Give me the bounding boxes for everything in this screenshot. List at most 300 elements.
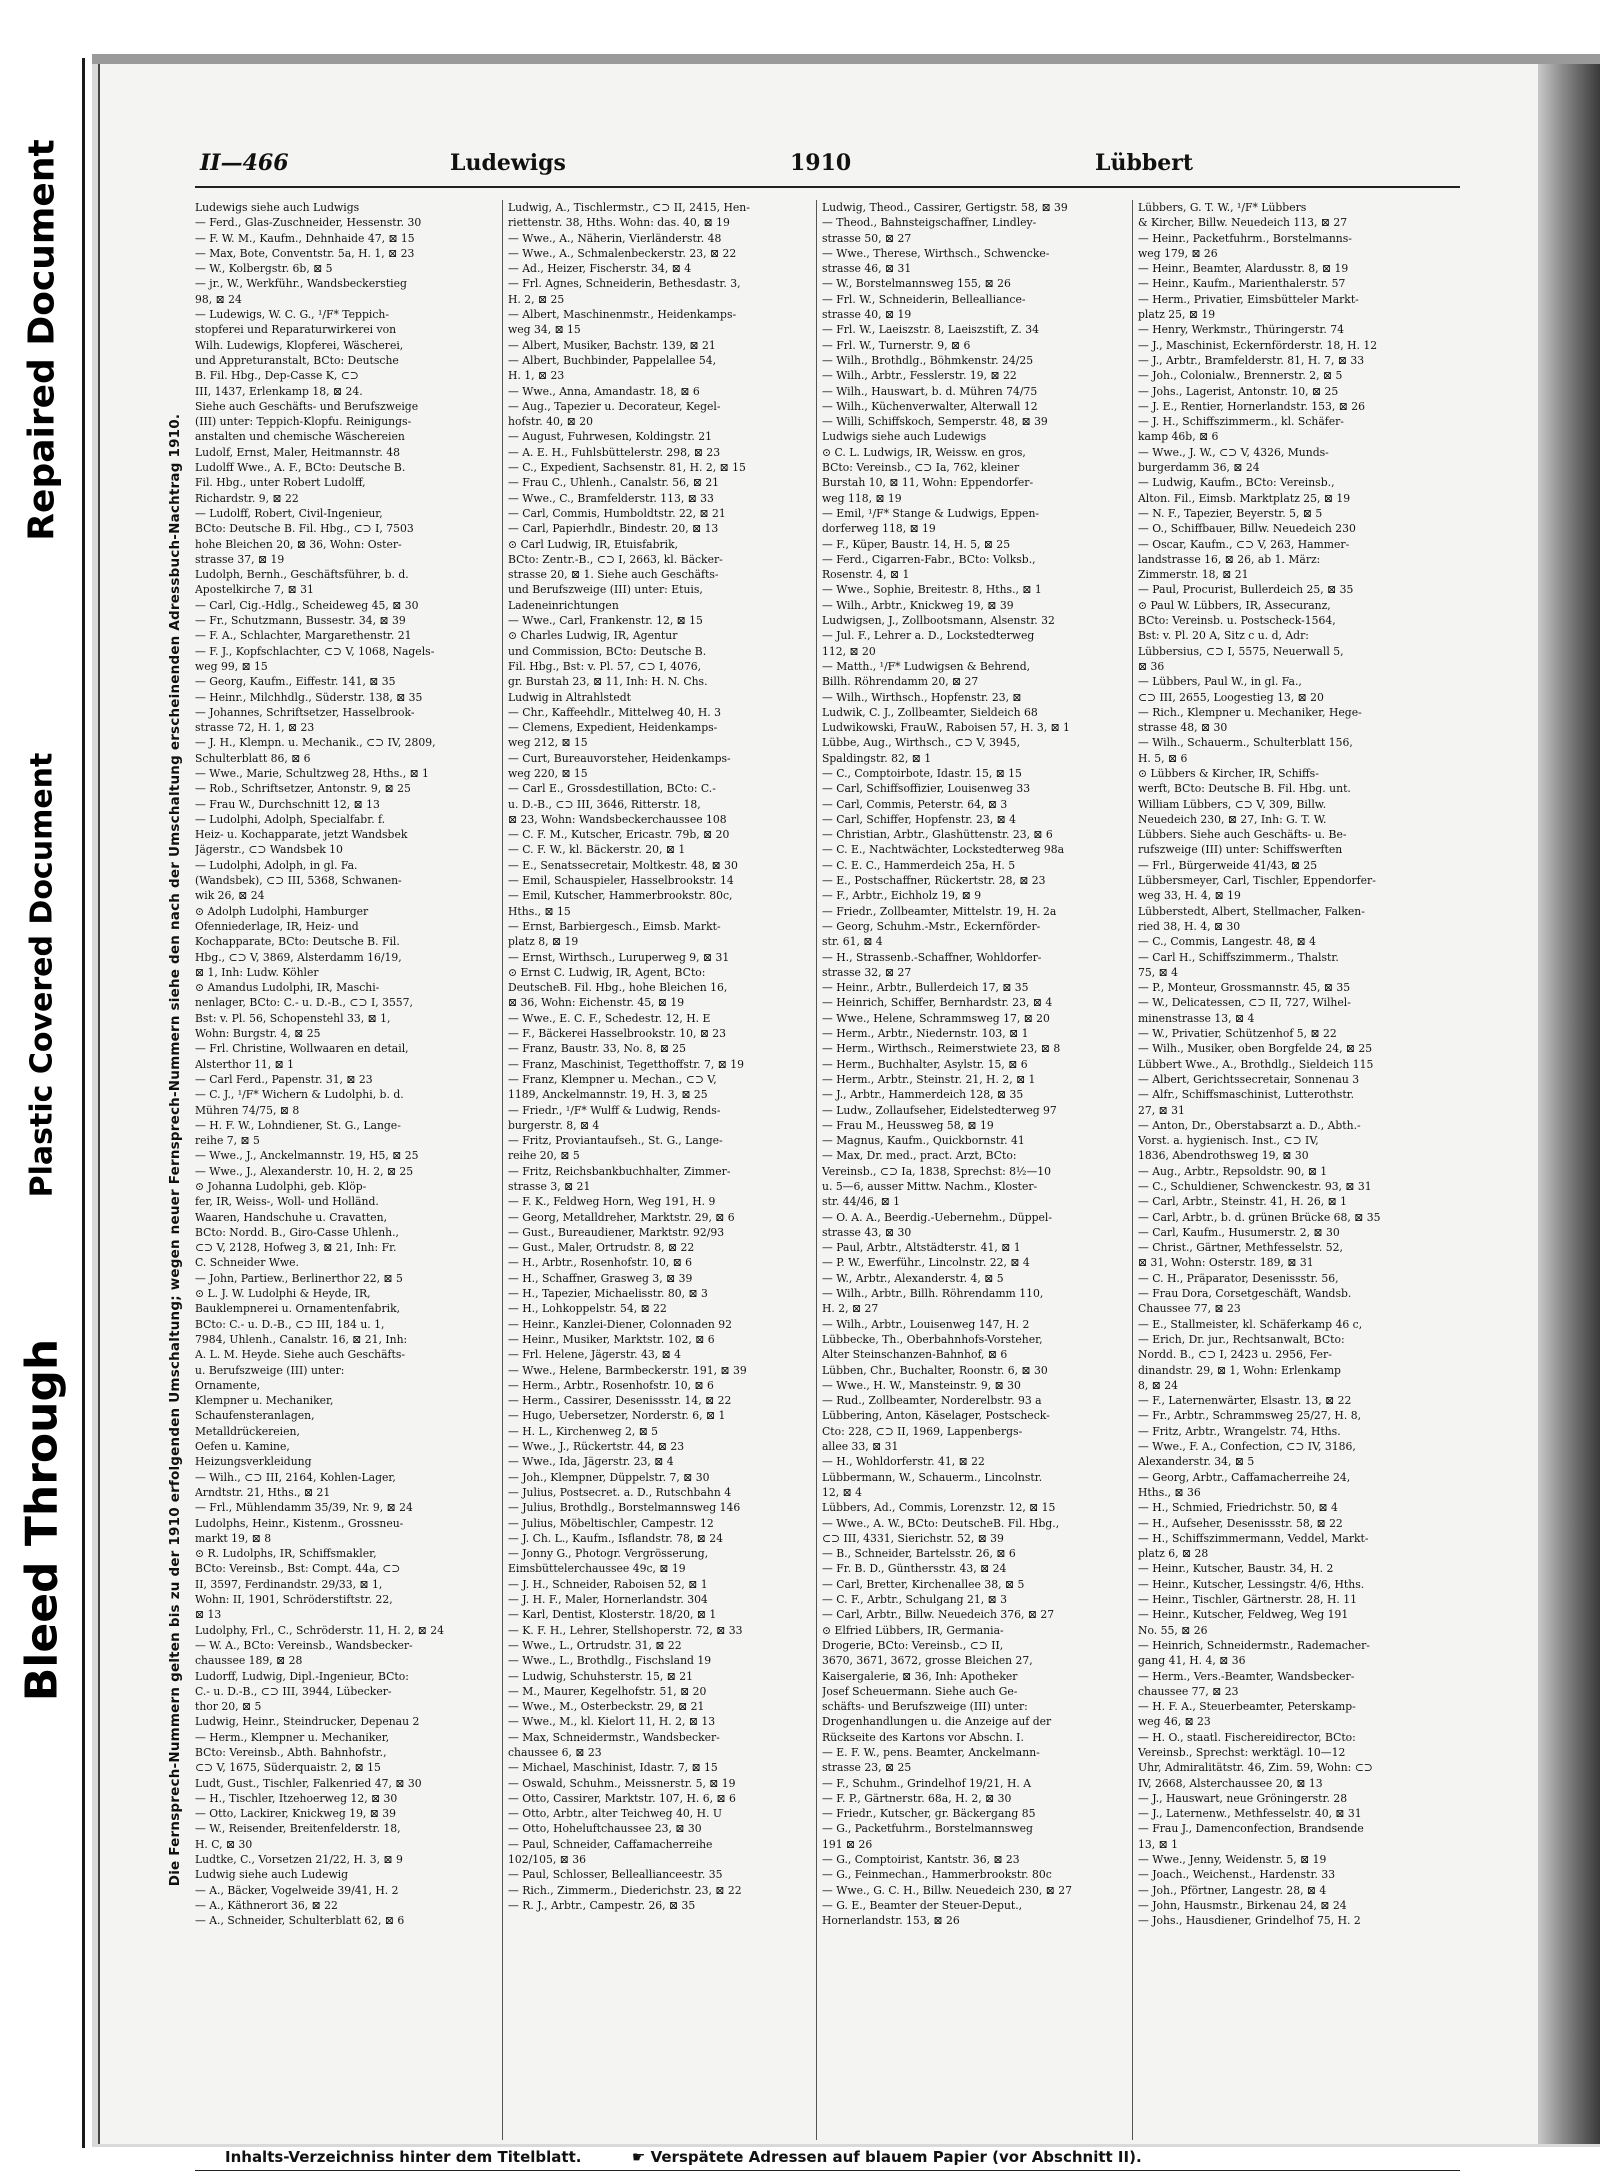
directory-entry: Ludwig siehe auch Ludewig <box>195 1868 349 1882</box>
directory-entry: Ludwig, A., Tischlermstr., ⊂⊃ II, 2415, Hen- <box>508 201 750 214</box>
directory-entry: — Frau M., Heussweg 58, ⊠ 19 <box>822 1118 994 1132</box>
directory-entry: — Wwe., Sophie, Breitestr. 8, Hths., ⊠ 1 <box>822 583 1042 597</box>
directory-entry: Ludolphs, Heinr., Kistenm., Grossneu- <box>195 1516 404 1530</box>
directory-column-4 <box>1138 200 1438 1929</box>
directory-entry: — Heinr., Packetfuhrm., Borstelmanns- <box>1138 231 1352 245</box>
pointing-hand-icon: ☛ <box>631 2148 646 2166</box>
directory-entry: Zimmerstr. 18, ⊠ 21 <box>1138 568 1249 582</box>
directory-entry: ⊠ 13 <box>195 1608 222 1622</box>
directory-entry: — C. E. C., Hammerdeich 25a, H. 5 <box>822 858 1016 872</box>
directory-entry: & Kircher, Billw. Neuedeich 113, ⊠ 27 <box>1138 216 1348 230</box>
directory-entry: Lübbecke, Th., Oberbahnhofs-Vorsteher, <box>822 1332 1043 1346</box>
directory-entry: — Joh., Colonialw., Brennerstr. 2, ⊠ 5 <box>1138 369 1343 383</box>
directory-entry: — O. A. A., Beerdig.-Uebernehm., Düppel- <box>822 1210 1053 1224</box>
directory-entry: — Heinrich, Schneidermstr., Rademacher- <box>1138 1638 1370 1652</box>
directory-entry: kamp 46b, ⊠ 6 <box>1138 430 1219 444</box>
directory-entry: — Herm., Arbtr., Rosenhofstr. 10, ⊠ 6 <box>508 1378 714 1392</box>
directory-entry: — Ludw., Zollaufseher, Eidelstedterweg 97 <box>822 1103 1057 1117</box>
directory-entry: ⊠ 36, Wohn: Eichenstr. 45, ⊠ 19 <box>508 996 685 1010</box>
directory-entry: Waaren, Handschuhe u. Cravatten, <box>195 1210 388 1224</box>
annotation-strip <box>0 0 84 2177</box>
directory-entry: — Frau W., Durchschnitt 12, ⊠ 13 <box>195 797 380 811</box>
directory-entry: BCto: C.- u. D.-B., ⊂⊃ III, 184 u. 1, <box>195 1317 385 1331</box>
directory-entry: — Ludolff, Robert, Civil-Ingenieur, <box>195 506 383 520</box>
directory-entry: Ludolphy, Frl., C., Schröderstr. 11, H. 2, ⊠ 24 <box>195 1623 445 1637</box>
header-year: 1910 <box>790 150 852 176</box>
directory-entry: — P., Monteur, Grossmannstr. 45, ⊠ 35 <box>1138 981 1351 995</box>
directory-entry: reihe 7, ⊠ 5 <box>195 1134 260 1148</box>
header-first-name: Ludewigs <box>450 150 566 176</box>
directory-entry: — H. F. A., Steuerbeamter, Peterskamp- <box>1138 1700 1356 1714</box>
directory-entry: — H. O., staatl. Fischereidirector, BCto: <box>1138 1730 1356 1744</box>
directory-entry: — Carl, Bretter, Kirchenallee 38, ⊠ 5 <box>822 1577 1025 1591</box>
directory-entry: u. D.-B., ⊂⊃ III, 3646, Ritterstr. 18, <box>508 797 701 811</box>
directory-entry: ⊙ Carl Ludwig, IR, Etuisfabrik, <box>508 537 679 551</box>
directory-entry: — Wwe., Helene, Barmbeckerstr. 191, ⊠ 39 <box>508 1363 747 1377</box>
directory-entry: — Heinr., Tischler, Gärtnerstr. 28, H. 11 <box>1138 1593 1357 1607</box>
footer-contents-note: Inhalts-Verzeichniss hinter dem Titelblatt. <box>225 2148 582 2166</box>
directory-entry: landstrasse 16, ⊠ 26, ab 1. März: <box>1138 552 1321 566</box>
directory-entry: ⊂⊃ III, 2655, Loogestieg 13, ⊠ 20 <box>1138 690 1324 704</box>
directory-entry: — W., Kolbergstr. 6b, ⊠ 5 <box>195 262 333 276</box>
directory-entry: — Jul. F., Lehrer a. D., Lockstedterweg <box>822 629 1035 643</box>
directory-entry: — Otto, Cassirer, Marktstr. 107, H. 6, ⊠ 6 <box>508 1791 736 1805</box>
directory-entry: — Wilh., Arbtr., Knickweg 19, ⊠ 39 <box>822 598 1014 612</box>
directory-entry: — Wwe., Carl, Frankenstr. 12, ⊠ 15 <box>508 614 703 628</box>
directory-entry: BCto: Vereinsb., ⊂⊃ Ia, 762, kleiner <box>822 461 1020 475</box>
directory-entry: Neuedeich 230, ⊠ 27, Inh: G. T. W. <box>1138 812 1327 826</box>
directory-entry: strasse 23, ⊠ 25 <box>822 1761 912 1775</box>
directory-entry: — F. W. M., Kaufm., Dehnhaide 47, ⊠ 15 <box>195 231 415 245</box>
directory-entry: — Frl. W., Schneiderin, Bellealliance- <box>822 292 1026 306</box>
directory-entry: — H., Tapezier, Michaelisstr. 80, ⊠ 3 <box>508 1287 708 1301</box>
directory-entry: — Paul, Procurist, Bullerdeich 25, ⊠ 35 <box>1138 583 1354 597</box>
directory-entry: strasse 20, ⊠ 1. Siehe auch Geschäfts- <box>508 568 719 582</box>
directory-entry: — Albert, Maschinenmstr., Heidenkamps- <box>508 308 737 322</box>
label-plastic-covered-document: Plastic Covered Document <box>24 752 60 1198</box>
directory-entry: — J. E., Rentier, Hornerlandstr. 153, ⊠ 26 <box>1138 399 1365 413</box>
header-rule <box>195 186 1460 188</box>
directory-entry: — Ludwig, Kaufm., BCto: Vereinsb., <box>1138 476 1335 490</box>
directory-entry: — Emil, Kutscher, Hammerbrookstr. 80c, <box>508 889 733 903</box>
directory-entry: — Fr., Schutzmann, Bussestr. 34, ⊠ 39 <box>195 614 406 628</box>
directory-entry: — Carl, Kaufm., Husumerstr. 2, ⊠ 30 <box>1138 1225 1340 1239</box>
directory-entry: Chaussee 77, ⊠ 23 <box>1138 1302 1241 1316</box>
directory-entry: — Wilh., Musiker, oben Borgfelde 24, ⊠ 25 <box>1138 1042 1373 1056</box>
directory-entry: — Paul, Schlosser, Belleallianceestr. 35 <box>508 1868 723 1882</box>
directory-entry: dinandstr. 29, ⊠ 1, Wohn: Erlenkamp <box>1138 1363 1341 1377</box>
directory-entry: — A., Schneider, Schulterblatt 62, ⊠ 6 <box>195 1914 405 1928</box>
directory-entry: — Frl. Christine, Wollwaaren en detail, <box>195 1042 409 1056</box>
directory-entry: — Frau C., Uhlenh., Canalstr. 56, ⊠ 21 <box>508 476 720 490</box>
label-repaired-document: Repaired Document <box>21 139 63 541</box>
directory-entry: — Friedr., Zollbeamter, Mittelstr. 19, H. 2a <box>822 904 1057 918</box>
directory-entry: — H., Strassenb.-Schaffner, Wohldorfer- <box>822 950 1042 964</box>
directory-entry: — Fritz, Arbtr., Wrangelstr. 74, Hths. <box>1138 1424 1341 1438</box>
directory-entry: strasse 40, ⊠ 19 <box>822 308 912 322</box>
directory-entry: — H., Schaffner, Grasweg 3, ⊠ 39 <box>508 1271 693 1285</box>
directory-entry: weg 46, ⊠ 23 <box>1138 1715 1211 1729</box>
directory-entry: — Carl H., Schiffszimmerm., Thalstr. <box>1138 950 1339 964</box>
directory-entry: Lübbert Wwe., A., Brothdlg., Sieldeich 115 <box>1138 1057 1374 1071</box>
directory-entry: — Ernst, Barbiergesch., Eimsb. Markt- <box>508 919 721 933</box>
directory-entry: Ludorff, Ludwig, Dipl.-Ingenieur, BCto: <box>195 1669 409 1683</box>
directory-entry: — Heinr., Milchhdlg., Süderstr. 138, ⊠ 35 <box>195 690 423 704</box>
directory-entry: — Ferd., Cigarren-Fabr., BCto: Volksb., <box>822 552 1036 566</box>
directory-entry: ⊙ Adolph Ludolphi, Hamburger <box>195 904 369 918</box>
directory-entry: Fil. Hbg., unter Robert Ludolff, <box>195 476 366 490</box>
directory-entry: — C., Comptoirbote, Idastr. 15, ⊠ 15 <box>822 766 1022 780</box>
directory-entry: William Lübbers, ⊂⊃ V, 309, Billw. <box>1138 797 1327 811</box>
directory-entry: — H., Lohkoppelstr. 54, ⊠ 22 <box>508 1302 667 1316</box>
directory-entry: — W. A., BCto: Vereinsb., Wandsbecker- <box>195 1638 413 1652</box>
directory-entry: — H. L., Kirchenweg 2, ⊠ 5 <box>508 1424 659 1438</box>
directory-entry: 1189, Anckelmannstr. 19, H. 3, ⊠ 25 <box>508 1088 708 1102</box>
directory-entry: — Theod., Bahnsteigschaffner, Lindley- <box>822 216 1037 230</box>
directory-entry: Ladeneinrichtungen <box>508 598 619 612</box>
directory-entry: — B., Schneider, Bartelsstr. 26, ⊠ 6 <box>822 1547 1016 1561</box>
directory-entry: — Fr., Arbtr., Schrammsweg 25/27, H. 8, <box>1138 1409 1362 1423</box>
directory-entry: — Wwe., L., Brothdlg., Fischsland 19 <box>508 1654 712 1668</box>
directory-entry: ⊙ Ernst C. Ludwig, IR, Agent, BCto: <box>508 965 706 979</box>
directory-entry: Lübberstedt, Albert, Stellmacher, Falken- <box>1138 904 1365 918</box>
directory-entry: — Wwe., Ida, Jägerstr. 23, ⊠ 4 <box>508 1455 674 1469</box>
directory-entry: — Herm., Klempner u. Mechaniker, <box>195 1730 390 1744</box>
directory-entry: Schaufensteranlagen, <box>195 1409 315 1423</box>
directory-entry: — Herm., Wirthsch., Reimerstwiete 23, ⊠ 8 <box>822 1042 1061 1056</box>
label-bleed-through: Bleed Through <box>16 1338 68 1702</box>
directory-entry: — Heinr., Kanzlei-Diener, Colonnaden 92 <box>508 1317 732 1331</box>
directory-entry: — Wilh., Hauswart, b. d. Mühren 74/75 <box>822 384 1038 398</box>
directory-entry: C. Schneider Wwe. <box>195 1256 299 1270</box>
directory-entry: A. L. M. Heyde. Siehe auch Geschäfts- <box>195 1348 406 1362</box>
directory-entry: Bst: v. Pl. 20 A, Sitz c u. d, Adr: <box>1138 629 1309 643</box>
directory-entry: — Rich., Zimmerm., Diederichstr. 23, ⊠ 22 <box>508 1883 742 1897</box>
directory-entry: — Wwe., J., Alexanderstr. 10, H. 2, ⊠ 25 <box>195 1164 414 1178</box>
page-footer <box>225 2148 1142 2166</box>
directory-entry: — Friedr., ¹/F* Wulff & Ludwig, Rends- <box>508 1103 721 1117</box>
directory-entry: Billh. Röhrendamm 20, ⊠ 27 <box>822 675 979 689</box>
directory-entry: — F., Küper, Baustr. 14, H. 5, ⊠ 25 <box>822 537 1011 551</box>
directory-entry: Rückseite des Kartons vor Abschn. I. <box>822 1730 1024 1744</box>
directory-entry: — C. F. M., Kutscher, Ericastr. 79b, ⊠ 20 <box>508 828 730 842</box>
directory-entry: Nordd. B., ⊂⊃ I, 2423 u. 2956, Fer- <box>1138 1348 1332 1362</box>
directory-entry: — J. H., Klempn. u. Mechanik., ⊂⊃ IV, 2809, <box>195 736 436 750</box>
directory-entry: H. C, ⊠ 30 <box>195 1837 253 1851</box>
directory-entry: Wohn: Burgstr. 4, ⊠ 25 <box>195 1027 321 1041</box>
directory-entry: — Wwe., M., Osterbeckstr. 29, ⊠ 21 <box>508 1700 705 1714</box>
directory-entry: u. Berufszweige (III) unter: <box>195 1363 345 1377</box>
directory-entry: strasse 43, ⊠ 30 <box>822 1225 912 1239</box>
directory-entry: — M., Maurer, Kegelhofstr. 51, ⊠ 20 <box>508 1684 707 1698</box>
directory-entry: — Christian, Arbtr., Glashüttenstr. 23, ⊠ 6 <box>822 828 1053 842</box>
directory-entry: Ludwigsen, J., Zollbootsmann, Alsenstr. 32 <box>822 614 1055 628</box>
directory-entry: chaussee 77, ⊠ 23 <box>1138 1684 1239 1698</box>
directory-entry: burgerstr. 8, ⊠ 4 <box>508 1118 600 1132</box>
directory-entry: — Wwe., J., Rückertstr. 44, ⊠ 23 <box>508 1440 685 1454</box>
directory-entry: — Albert, Buchbinder, Pappelallee 54, <box>508 353 717 367</box>
directory-entry: — Fritz, Proviantaufseh., St. G., Lange- <box>508 1134 723 1148</box>
directory-entry: — Heinr., Beamter, Alardusstr. 8, ⊠ 19 <box>1138 262 1349 276</box>
directory-entry: Ludt, Gust., Tischler, Falkenried 47, ⊠ 30 <box>195 1776 422 1790</box>
directory-entry: 3670, 3671, 3672, grosse Bleichen 27, <box>822 1654 1033 1668</box>
directory-entry: — E., Postschaffner, Rückertstr. 28, ⊠ 23 <box>822 874 1046 888</box>
directory-entry: H. 1, ⊠ 23 <box>508 369 565 383</box>
directory-entry: — Carl, Arbtr., Steinstr. 41, H. 26, ⊠ 1 <box>1138 1195 1347 1209</box>
directory-entry: BCto: Nordd. B., Giro-Casse Uhlenh., <box>195 1225 399 1239</box>
directory-entry: — Rich., Klempner u. Mechaniker, Hege- <box>1138 705 1362 719</box>
scan-top-shadow <box>92 54 1600 64</box>
directory-entry: — Oscar, Kaufm., ⊂⊃ V, 263, Hammer- <box>1138 537 1350 551</box>
directory-entry: — C. H., Präparator, Desenissstr. 56, <box>1138 1271 1339 1285</box>
directory-entry: — H., Schmied, Friedrichstr. 50, ⊠ 4 <box>1138 1501 1338 1515</box>
directory-entry: — H., Wohldorferstr. 41, ⊠ 22 <box>822 1455 985 1469</box>
directory-entry: 1836, Abendrothsweg 19, ⊠ 30 <box>1138 1149 1309 1163</box>
directory-entry: ⊙ R. Ludolphs, IR, Schiffsmakler, <box>195 1547 377 1561</box>
directory-entry: — Georg, Kaufm., Eiffestr. 141, ⊠ 35 <box>195 675 396 689</box>
directory-entry: gr. Burstah 23, ⊠ 11, Inh: H. N. Chs. <box>508 675 708 689</box>
directory-entry: — F. A., Schlachter, Margarethenstr. 21 <box>195 629 412 643</box>
directory-entry: — Heinr., Kutscher, Feldweg, Weg 191 <box>1138 1608 1349 1622</box>
directory-entry: — Ludewigs, W. C. G., ¹/F* Teppich- <box>195 308 389 322</box>
directory-entry: — Wwe., J. W., ⊂⊃ V, 4326, Munds- <box>1138 445 1329 459</box>
directory-entry: Alexanderstr. 34, ⊠ 5 <box>1138 1455 1255 1469</box>
directory-entry: 112, ⊠ 20 <box>822 644 876 658</box>
directory-entry: 98, ⊠ 24 <box>195 292 242 306</box>
directory-entry: Wilh. Ludewigs, Klopferei, Wäscherei, <box>195 338 404 352</box>
directory-entry: 191 ⊠ 26 <box>822 1837 873 1851</box>
directory-entry: anstalten und chemische Wäschereien <box>195 430 405 444</box>
directory-entry: — Chr., Kaffeehdlr., Mittelweg 40, H. 3 <box>508 705 722 719</box>
directory-entry: ⊙ Paul W. Lübbers, IR, Assecuranz, <box>1138 598 1331 612</box>
directory-entry: platz 25, ⊠ 19 <box>1138 308 1216 322</box>
directory-entry: hohe Bleichen 20, ⊠ 36, Wohn: Oster- <box>195 537 402 551</box>
directory-entry: Kaisergalerie, ⊠ 36, Inh: Apotheker <box>822 1669 1018 1683</box>
directory-entry: Drogerie, BCto: Vereinsb., ⊂⊃ II, <box>822 1638 1004 1652</box>
directory-entry: — Joh., Pförtner, Langestr. 28, ⊠ 4 <box>1138 1883 1327 1897</box>
directory-entry: — F. K., Feldweg Horn, Weg 191, H. 9 <box>508 1195 716 1209</box>
directory-entry: — Johannes, Schriftsetzer, Hasselbrook- <box>195 705 415 719</box>
directory-entry: — C. F. W., kl. Bäckerstr. 20, ⊠ 1 <box>508 843 686 857</box>
directory-entry: — R. J., Arbtr., Campestr. 26, ⊠ 35 <box>508 1898 696 1912</box>
directory-entry: — Joh., Klempner, Düppelstr. 7, ⊠ 30 <box>508 1470 710 1484</box>
directory-entry: fer, IR, Weiss-, Woll- und Holländ. <box>195 1195 379 1209</box>
directory-entry: — A., Bäcker, Vogelweide 39/41, H. 2 <box>195 1883 399 1897</box>
directory-entry: — H., Aufseher, Desenissstr. 58, ⊠ 22 <box>1138 1516 1343 1530</box>
directory-entry: — Ferd., Glas-Zuschneider, Hessenstr. 30 <box>195 216 422 230</box>
directory-entry: — Frl. W., Laeiszstr. 8, Laeiszstift, Z. 34 <box>822 323 1039 337</box>
directory-entry: ⊂⊃ V, 1675, Süderquaistr. 2, ⊠ 15 <box>195 1761 381 1775</box>
directory-entry: platz 8, ⊠ 19 <box>508 935 579 949</box>
directory-column-3 <box>822 200 1122 1929</box>
directory-entry: — Max, Schneidermstr., Wandsbecker- <box>508 1730 720 1744</box>
directory-entry: — Joach., Weichenst., Hardenstr. 33 <box>1138 1868 1336 1882</box>
directory-entry: ⊠ 36 <box>1138 659 1165 673</box>
directory-entry: ⊙ Amandus Ludolphi, IR, Maschi- <box>195 981 380 995</box>
directory-entry: — W., Reisender, Breitenfelderstr. 18, <box>195 1822 401 1836</box>
directory-entry: Lübbers, G. T. W., ¹/F* Lübbers <box>1138 201 1307 214</box>
directory-entry: 102/105, ⊠ 36 <box>508 1853 586 1867</box>
directory-entry: — Georg, Metalldreher, Marktstr. 29, ⊠ 6 <box>508 1210 735 1224</box>
directory-entry: — Wilh., Arbtr., Louisenweg 147, H. 2 <box>822 1317 1030 1331</box>
directory-entry: C.- u. D.-B., ⊂⊃ III, 3944, Lübecker- <box>195 1684 392 1698</box>
directory-entry: Lübben, Chr., Buchalter, Roonstr. 6, ⊠ 30 <box>822 1363 1048 1377</box>
directory-entry: — Henry, Werkmstr., Thüringerstr. 74 <box>1138 323 1344 337</box>
directory-entry: — Heinr., Kaufm., Marienthalerstr. 57 <box>1138 277 1346 291</box>
directory-entry: — Frl., Mühlendamm 35/39, Nr. 9, ⊠ 24 <box>195 1501 413 1515</box>
directory-entry: — Anton, Dr., Oberstabsarzt a. D., Abth.- <box>1138 1118 1361 1132</box>
directory-entry: — J. H., Schneider, Raboisen 52, ⊠ 1 <box>508 1577 708 1591</box>
directory-entry: No. 55, ⊠ 26 <box>1138 1623 1208 1637</box>
directory-entry: — Albert, Musiker, Bachstr. 139, ⊠ 21 <box>508 338 716 352</box>
directory-entry: — W., Arbtr., Alexanderstr. 4, ⊠ 5 <box>822 1271 1004 1285</box>
directory-entry: 12, ⊠ 4 <box>822 1485 862 1499</box>
directory-entry: Ludwik, C. J., Zollbeamter, Sieldeich 68 <box>822 705 1038 719</box>
directory-entry: Cto: 228, ⊂⊃ II, 1969, Lappenbergs- <box>822 1424 1023 1438</box>
directory-entry: Ludwig in Altrahlstedt <box>508 690 632 704</box>
directory-entry: BCto: Zentr.-B., ⊂⊃ I, 2663, kl. Bäcker- <box>508 552 723 566</box>
directory-entry: — Wwe., J., Anckelmannstr. 19, H5, ⊠ 25 <box>195 1149 419 1163</box>
directory-entry: Lübbe, Aug., Wirthsch., ⊂⊃ V, 3945, <box>822 736 1021 750</box>
directory-entry: — Frau J., Damenconfection, Brandsende <box>1138 1822 1364 1836</box>
directory-entry: reihe 20, ⊠ 5 <box>508 1149 580 1163</box>
directory-entry: Josef Scheuermann. Siehe auch Ge- <box>822 1684 1018 1698</box>
directory-entry: Kochapparate, BCto: Deutsche B. Fil. <box>195 935 400 949</box>
telephone-notice: Die Fernsprech-Nummern gelten bis zu der 1910 erfolgenden Umschaltung; wegen neuer Fernsprech-Nummern siehe den nach der Umschaltung erscheinenden Adressbuch-Nachtrag 1910. <box>167 413 183 1887</box>
directory-entry: — Max, Dr. med., pract. Arzt, BCto: <box>822 1149 1017 1163</box>
directory-entry: — J., Arbtr., Hammerdeich 128, ⊠ 35 <box>822 1088 1024 1102</box>
directory-entry: — Georg, Arbtr., Caffamacherreihe 24, <box>1138 1470 1351 1484</box>
directory-entry: — Wwe., L., Ortrudstr. 31, ⊠ 22 <box>508 1638 682 1652</box>
directory-entry: — Fritz, Reichsbankbuchhalter, Zimmer- <box>508 1164 731 1178</box>
directory-entry: — Wwe., Marie, Schultzweg 28, Hths., ⊠ 1 <box>195 766 429 780</box>
directory-entry: II, 3597, Ferdinandstr. 29/33, ⊠ 1, <box>195 1577 383 1591</box>
directory-entry: Apostelkirche 7, ⊠ 31 <box>195 583 314 597</box>
directory-entry: — Herm., Arbtr., Steinstr. 21, H. 2, ⊠ 1 <box>822 1072 1036 1086</box>
directory-entry: ⊙ Johanna Ludolphi, geb. Klöp- <box>195 1180 367 1193</box>
directory-entry: — Albert, Gerichtssecretair, Sonnenau 3 <box>1138 1072 1360 1086</box>
directory-entry: ⊠ 31, Wohn: Osterstr. 189, ⊠ 31 <box>1138 1256 1314 1270</box>
directory-entry: strasse 46, ⊠ 31 <box>822 262 912 276</box>
directory-entry: Hths., ⊠ 36 <box>1138 1485 1201 1499</box>
directory-entry: — F., Schuhm., Grindelhof 19/21, H. A <box>822 1776 1032 1790</box>
directory-entry: Ludolph, Bernh., Geschäftsführer, b. d. <box>195 568 409 582</box>
directory-entry: — Alfr., Schiffsmaschinist, Lutterothstr. <box>1138 1088 1355 1102</box>
directory-entry: — Wwe., Helene, Schrammsweg 17, ⊠ 20 <box>822 1011 1050 1025</box>
directory-entry: wik 26, ⊠ 24 <box>195 889 265 903</box>
directory-entry: riettenstr. 38, Hths. Wohn: das. 40, ⊠ 19 <box>508 216 730 230</box>
directory-entry: Klempner u. Mechaniker, <box>195 1394 334 1408</box>
directory-entry: — jr., W., Werkführ., Wandsbeckerstieg <box>195 277 407 291</box>
footer-late-addresses-note: Verspätete Adressen auf blauem Papier (vor Abschnitt II). <box>650 2148 1142 2166</box>
directory-entry: Ludwikowski, FrauW., Raboisen 57, H. 3, ⊠ 1 <box>822 721 1070 735</box>
directory-entry: burgerdamm 36, ⊠ 24 <box>1138 461 1260 475</box>
strip-divider <box>82 58 85 2148</box>
directory-entry: minenstrasse 13, ⊠ 4 <box>1138 1011 1255 1025</box>
directory-entry: ⊂⊃ V, 2128, Hofweg 3, ⊠ 21, Inh: Fr. <box>195 1241 397 1255</box>
directory-entry: — Carl, Commis, Humboldtstr. 22, ⊠ 21 <box>508 506 726 520</box>
directory-entry: — C. E., Nachtwächter, Lockstedterweg 98a <box>822 843 1065 857</box>
directory-entry: B. Fil. Hbg., Dep-Casse K, ⊂⊃ <box>195 369 359 383</box>
directory-entry: Metalldrückereien, <box>195 1424 300 1438</box>
directory-entry: Rosenstr. 4, ⊠ 1 <box>822 568 910 582</box>
directory-entry: weg 179, ⊠ 26 <box>1138 246 1218 260</box>
directory-entry: Ludewigs siehe auch Ludwigs <box>195 201 360 214</box>
directory-entry: Alter Steinschanzen-Bahnhof, ⊠ 6 <box>822 1348 1008 1362</box>
directory-entry: — Rud., Zollbeamter, Norderelbstr. 93 a <box>822 1394 1042 1408</box>
directory-entry: — Emil, Schauspieler, Hasselbrookstr. 14 <box>508 874 734 888</box>
directory-entry: H. 2, ⊠ 25 <box>508 292 565 306</box>
directory-entry: — Wwe., E. C. F., Schedestr. 12, H. E <box>508 1011 711 1025</box>
directory-entry: — Julius, Postsecret. a. D., Rutschbahn 4 <box>508 1485 732 1499</box>
directory-entry: strasse 48, ⊠ 30 <box>1138 721 1228 735</box>
directory-entry: 13, ⊠ 1 <box>1138 1837 1178 1851</box>
directory-entry: — Julius, Brothdlg., Borstelmannsweg 146 <box>508 1501 741 1515</box>
directory-entry: nenlager, BCto: C.- u. D.-B., ⊂⊃ I, 3557, <box>195 996 413 1010</box>
directory-entry: — Curt, Bureauvorsteher, Heidenkamps- <box>508 751 731 765</box>
directory-entry: — Wwe., F. A., Confection, ⊂⊃ IV, 3186, <box>1138 1440 1356 1454</box>
directory-entry: allee 33, ⊠ 31 <box>822 1440 899 1454</box>
directory-entry: ⊙ Lübbers & Kircher, IR, Schiffs- <box>1138 766 1319 780</box>
directory-entry: — F., Bäckerei Hasselbrookstr. 10, ⊠ 23 <box>508 1027 727 1041</box>
directory-entry: — Aug., Arbtr., Repsoldstr. 90, ⊠ 1 <box>1138 1164 1328 1178</box>
directory-entry: — John, Partiew., Berlinerthor 22, ⊠ 5 <box>195 1271 403 1285</box>
directory-entry: — John, Hausmstr., Birkenau 24, ⊠ 24 <box>1138 1898 1347 1912</box>
directory-entry: Fil. Hbg., Bst: v. Pl. 57, ⊂⊃ I, 4076, <box>508 659 702 673</box>
directory-entry: strasse 3, ⊠ 21 <box>508 1180 591 1193</box>
directory-entry: chaussee 189, ⊠ 28 <box>195 1654 303 1668</box>
directory-entry: Lübbering, Anton, Käselager, Postscheck- <box>822 1409 1050 1423</box>
page-number: II—466 <box>200 150 289 176</box>
directory-entry: Ludolff Wwe., A. F., BCto: Deutsche B. <box>195 461 406 475</box>
directory-entry: Heizungsverkleidung <box>195 1455 312 1469</box>
column-rule <box>502 200 503 2140</box>
directory-entry: H. 5, ⊠ 6 <box>1138 751 1188 765</box>
directory-entry: — Wwe., Therese, Wirthsch., Schwencke- <box>822 246 1050 260</box>
directory-entry: — Wwe., A. W., BCto: DeutscheB. Fil. Hbg., <box>822 1516 1060 1530</box>
directory-entry: — Otto, Arbtr., alter Teichweg 40, H. U <box>508 1807 722 1821</box>
directory-entry: — Frl. W., Turnerstr. 9, ⊠ 6 <box>822 338 971 352</box>
directory-entry: — Frau Dora, Corsetgeschäft, Wandsb. <box>1138 1287 1352 1301</box>
directory-entry: strasse 37, ⊠ 19 <box>195 552 285 566</box>
directory-entry: — Ludolphi, Adolph, in gl. Fa. <box>195 858 358 872</box>
directory-entry: — Wwe., C., Bramfelderstr. 113, ⊠ 33 <box>508 491 714 505</box>
directory-entry: — H., Tischler, Itzehoerweg 12, ⊠ 30 <box>195 1791 398 1805</box>
directory-entry: — Paul, Arbtr., Altstädterstr. 41, ⊠ 1 <box>822 1241 1021 1255</box>
directory-entry: — Carl, Schiffsoffizier, Louisenweg 33 <box>822 782 1031 796</box>
column-rule <box>816 200 817 2140</box>
directory-entry: — Herm., Buchhalter, Asylstr. 15, ⊠ 6 <box>822 1057 1028 1071</box>
directory-entry: — Carl, Arbtr., b. d. grünen Brücke 68, ⊠ 35 <box>1138 1210 1381 1224</box>
directory-entry: — Wwe., Jenny, Weidenstr. 5, ⊠ 19 <box>1138 1853 1327 1867</box>
directory-entry: — August, Fuhrwesen, Koldingstr. 21 <box>508 430 712 444</box>
directory-entry: (Wandsbek), ⊂⊃ III, 5368, Schwanen- <box>195 874 402 888</box>
directory-entry: — G. E., Beamter der Steuer-Deput., <box>822 1898 1023 1912</box>
directory-entry: — Wwe., M., kl. Kielort 11, H. 2, ⊠ 13 <box>508 1715 716 1729</box>
directory-entry: — A., Käthnerort 36, ⊠ 22 <box>195 1898 338 1912</box>
directory-entry: 75, ⊠ 4 <box>1138 965 1178 979</box>
directory-entry: Jägerstr., ⊂⊃ Wandsbek 10 <box>195 843 343 857</box>
directory-entry: — W., Privatier, Schützenhof 5, ⊠ 22 <box>1138 1027 1337 1041</box>
directory-entry: weg 118, ⊠ 19 <box>822 491 902 505</box>
directory-entry: strasse 50, ⊠ 27 <box>822 231 912 245</box>
footer-rule <box>195 2170 1460 2171</box>
directory-entry: Vereinsb., Sprechst: werktägl. 10—12 <box>1138 1745 1346 1759</box>
directory-entry: markt 19, ⊠ 8 <box>195 1531 272 1545</box>
directory-entry: — C., Expedient, Sachsenstr. 81, H. 2, ⊠ 15 <box>508 461 746 475</box>
directory-entry: — Fr. B. D., Günthersstr. 43, ⊠ 24 <box>822 1562 1007 1576</box>
directory-entry: — Ludwig, Schuhsterstr. 15, ⊠ 21 <box>508 1669 694 1683</box>
